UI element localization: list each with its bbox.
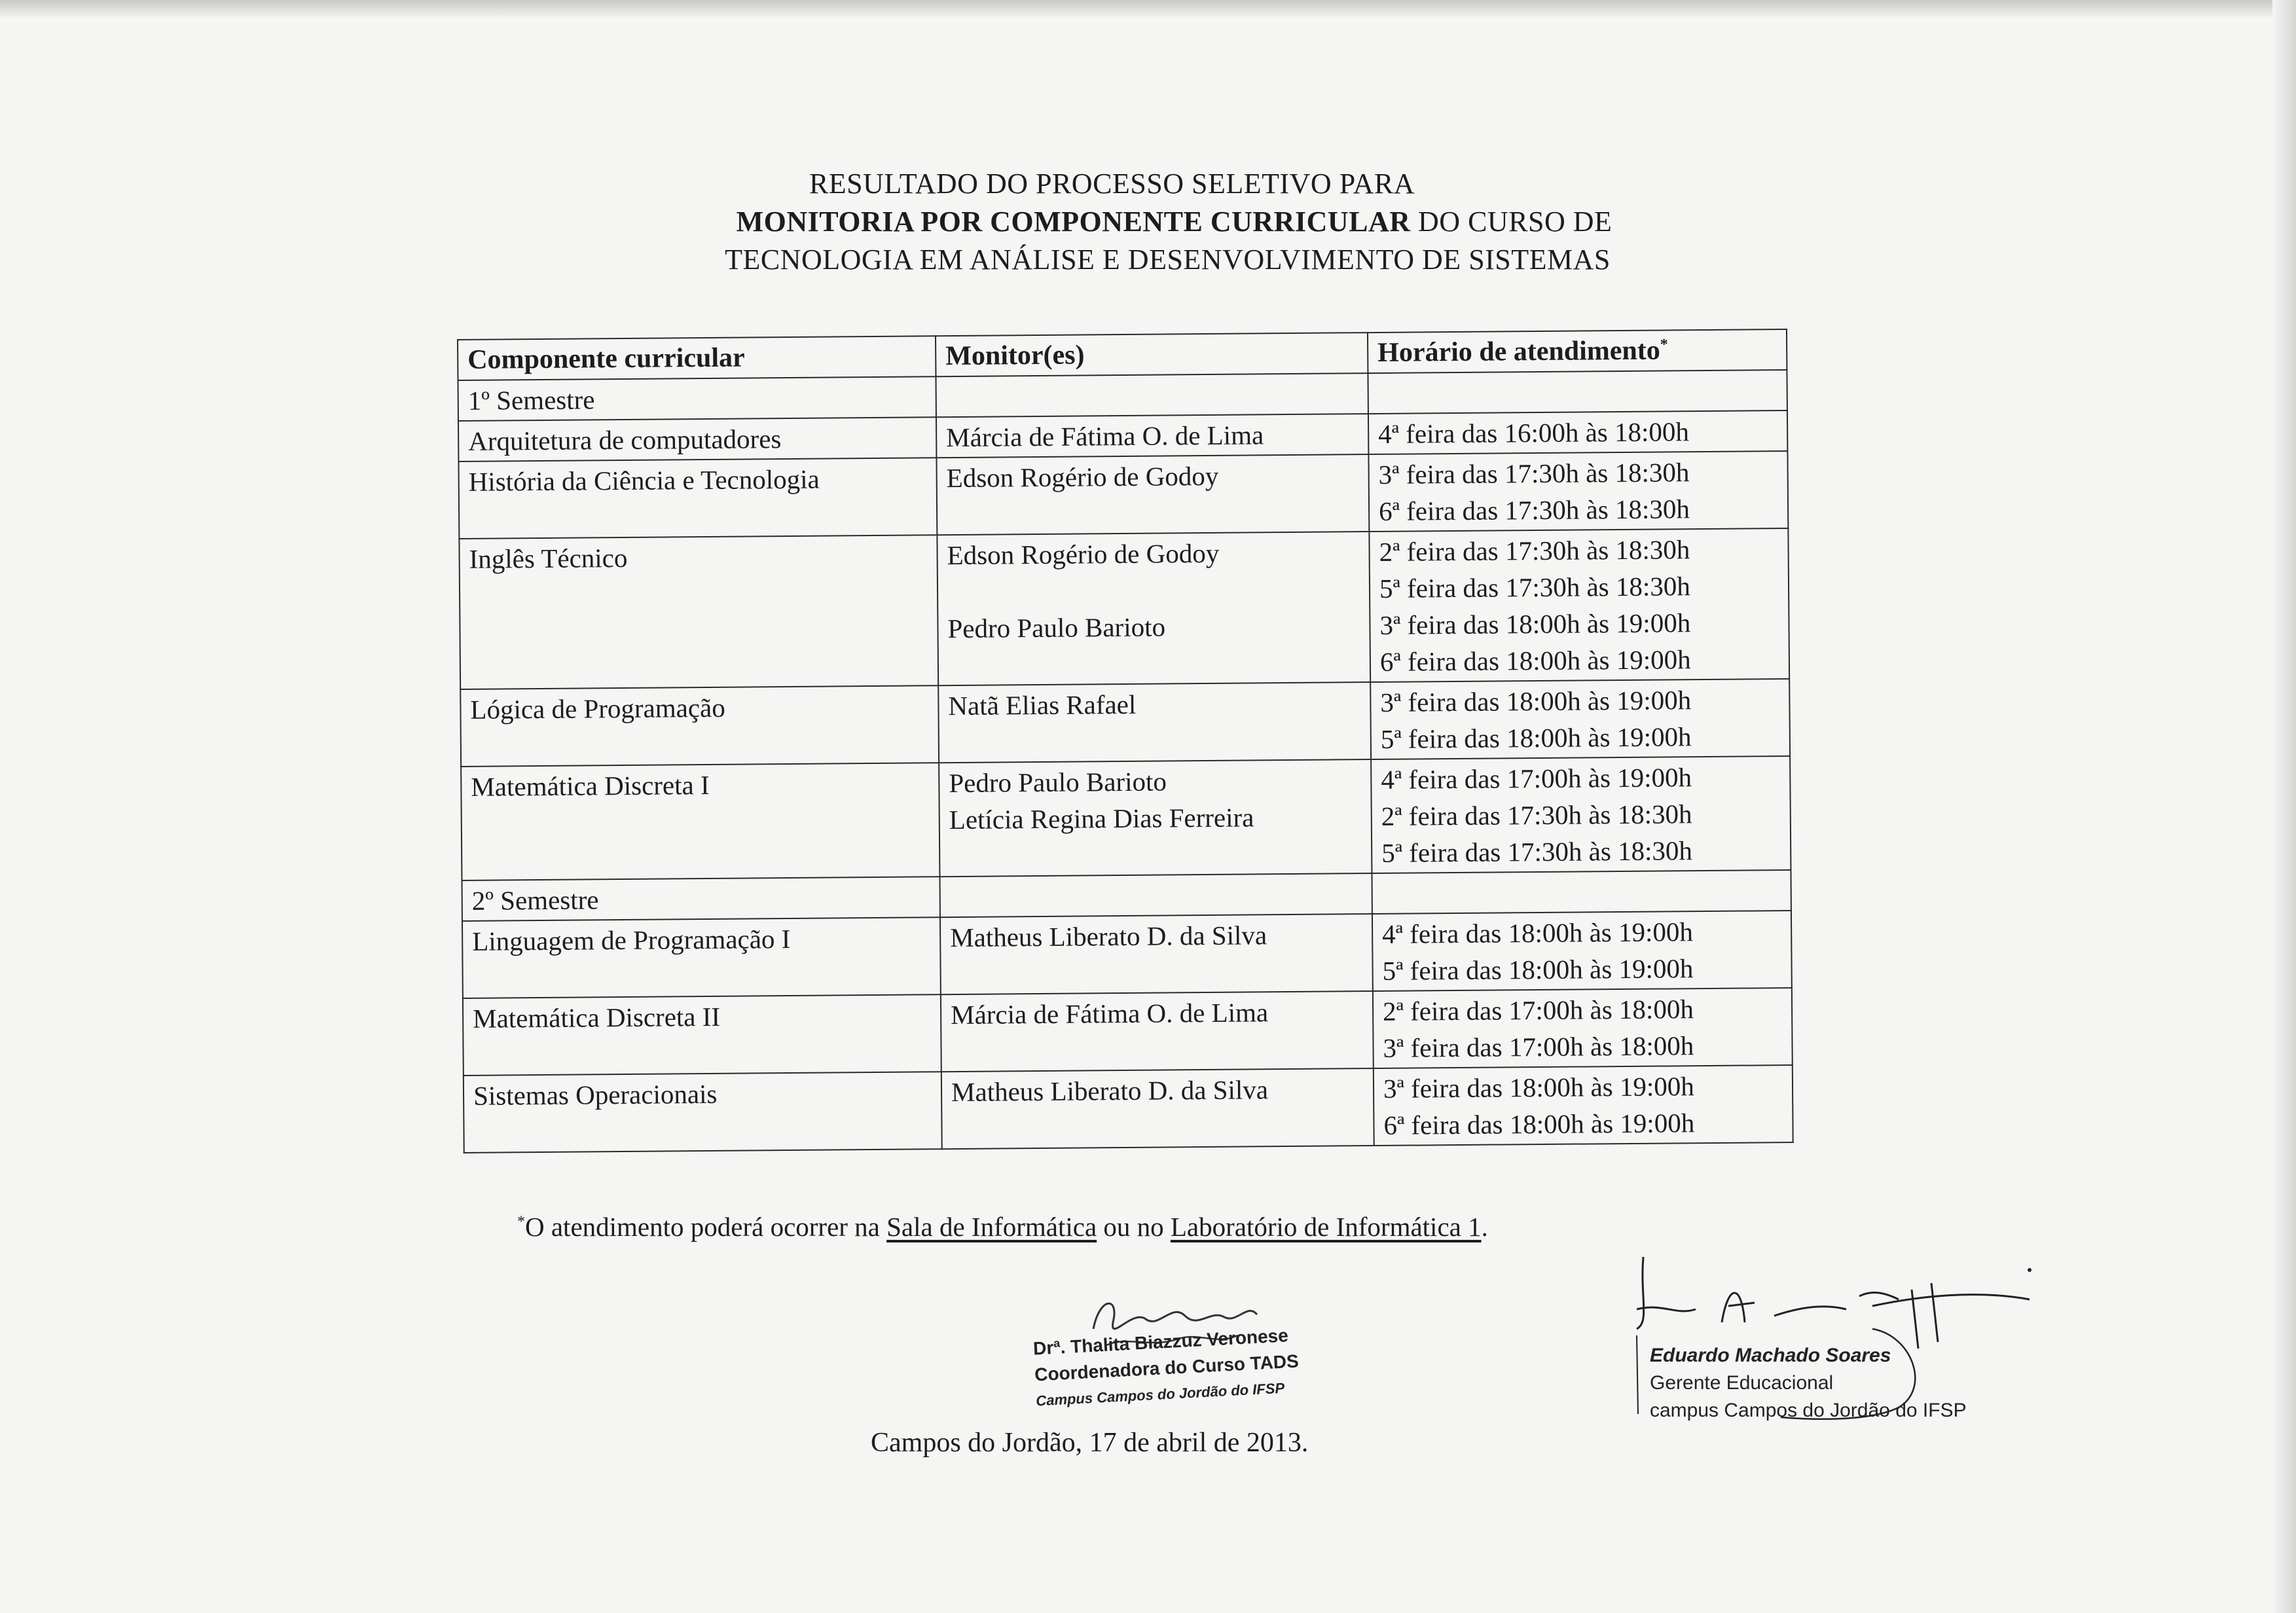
- table-row: [461, 756, 1791, 880]
- schedule-entry: 2ª feira das 17:30h às 18:30h: [1379, 534, 1690, 567]
- schedule-entry: 5ª feira das 18:00h às 19:00h: [1382, 953, 1694, 986]
- monitor-name: Matheus Liberato D. da Silva: [951, 1074, 1269, 1108]
- blank-cell: [939, 873, 1372, 917]
- footnote: [517, 1211, 1488, 1242]
- schedule-cell: [1368, 410, 1787, 454]
- signature-manager-campus: campus Campos do Jordão do IFSP: [1650, 1400, 1967, 1421]
- blank-cell: [936, 373, 1368, 417]
- footnote-text-middle: ou no: [1097, 1212, 1171, 1242]
- schedule-entry: 3ª feira das 18:00h às 19:00h: [1379, 607, 1691, 640]
- table-row: [462, 911, 1792, 998]
- semester-1-body: [458, 410, 1791, 880]
- title-line-2: [52, 203, 2296, 241]
- blank-cell: [1372, 870, 1791, 914]
- monitor-name: Letícia Regina Dias Ferreira: [949, 802, 1254, 835]
- schedule-entry: 5ª feira das 18:00h às 19:00h: [1380, 721, 1692, 754]
- component-cell: Inglês Técnico: [459, 535, 938, 689]
- schedule-entry: 2ª feira das 17:00h às 18:00h: [1382, 994, 1694, 1026]
- monitor-name: Márcia de Fátima O. de Lima: [950, 997, 1269, 1030]
- title-line-2-bold: MONITORIA POR COMPONENTE CURRICULAR: [736, 206, 1411, 238]
- place-date: Campos do Jordão, 17 de abril de 2013.: [871, 1428, 1309, 1458]
- schedule-entry: 5ª feira das 17:30h às 18:30h: [1381, 835, 1693, 868]
- blank-cell: [1368, 370, 1787, 414]
- table-row: [458, 451, 1788, 539]
- signature-manager-name: Eduardo Machado Soares: [1650, 1345, 1891, 1366]
- table-row: [459, 528, 1789, 689]
- schedule-cell: [1369, 528, 1789, 682]
- semester-2-label: 2º Semestre: [462, 877, 939, 921]
- monitor-name: Edson Rogério de Godoy: [946, 460, 1219, 494]
- schedule-cell: [1373, 988, 1793, 1068]
- component-cell: Arquitetura de computadores: [458, 417, 936, 462]
- monitor-name: Matheus Liberato D. da Silva: [950, 920, 1267, 953]
- component-cell: Matemática Discreta II: [463, 994, 941, 1076]
- title-line-1: RESULTADO DO PROCESSO SELETIVO PARA: [809, 168, 1415, 200]
- component-cell: Lógica de Programação: [460, 685, 939, 767]
- component-cell: Matemática Discreta I: [461, 763, 939, 880]
- monitor-cell: [941, 1068, 1374, 1149]
- header-monitors: Monitor(es): [936, 333, 1368, 376]
- title-line-3: TECNOLOGIA EM ANÁLISE E DESENVOLVIMENTO DE SISTEMAS: [725, 244, 1611, 276]
- header-component: Componente curricular: [458, 336, 936, 380]
- schedule-entry: 4ª feira das 17:00h às 19:00h: [1381, 762, 1692, 795]
- signature-coordinator-text: [1032, 1322, 1301, 1415]
- signature-manager: [1624, 1244, 2043, 1453]
- signature-coordinator-role: Coordenadora do Curso TADS: [1034, 1350, 1300, 1385]
- monitor-cell: [937, 532, 1370, 685]
- document-title: [0, 165, 2296, 279]
- table-row: [460, 679, 1790, 767]
- monitor-name: Edson Rogério de Godoy: [947, 537, 1220, 571]
- schedule-entry: 6ª feira das 18:00h às 19:00h: [1379, 644, 1691, 677]
- signature-coordinator-campus: Campus Campos do Jordão do IFSP: [1035, 1379, 1285, 1409]
- schedule-cell: [1368, 451, 1788, 532]
- schedule-entry: 3ª feira das 17:00h às 18:00h: [1383, 1030, 1694, 1063]
- header-schedule-mark: *: [1660, 336, 1668, 353]
- scan-edge-top: [0, 0, 2296, 18]
- footnote-place-2: Laboratório de Informática 1: [1170, 1212, 1482, 1242]
- schedule-cell: [1374, 1065, 1793, 1146]
- schedule-entry: 2ª feira das 17:30h às 18:30h: [1381, 799, 1692, 831]
- schedule-entry: 6ª feira das 18:00h às 19:00h: [1383, 1108, 1695, 1140]
- monitor-name: Pedro Paulo Barioto: [949, 766, 1167, 799]
- footnote-text-before: O atendimento poderá ocorrer na: [525, 1212, 887, 1242]
- schedule-entry: 3ª feira das 18:00h às 19:00h: [1383, 1071, 1694, 1104]
- schedule-entry: 5ª feira das 17:30h às 18:30h: [1379, 571, 1690, 604]
- semester-2-body: [462, 911, 1793, 1153]
- footnote-text-end: .: [1481, 1212, 1488, 1242]
- table-row: [464, 1065, 1793, 1153]
- schedule-cell: [1371, 756, 1791, 873]
- header-schedule-label: Horário de atendimento: [1377, 335, 1660, 368]
- monitor-name: Márcia de Fátima O. de Lima: [946, 420, 1264, 453]
- monitor-table: [457, 329, 1794, 1153]
- signature-manager-text: [1650, 1342, 1967, 1424]
- monitor-cell: [938, 682, 1371, 763]
- monitor-cell: [940, 914, 1373, 994]
- schedule-cell: [1370, 679, 1790, 759]
- component-cell: Linguagem de Programação I: [462, 917, 941, 998]
- component-cell: História da Ciência e Tecnologia: [458, 458, 937, 539]
- component-cell: Sistemas Operacionais: [464, 1072, 942, 1153]
- footnote-mark: *: [517, 1213, 525, 1231]
- title-line-2-rest: DO CURSO DE: [1418, 206, 1613, 238]
- monitor-cell: [941, 991, 1374, 1072]
- schedule-entry: 3ª feira das 18:00h às 19:00h: [1380, 685, 1692, 717]
- schedule-entry: 6ª feira das 17:30h às 18:30h: [1378, 494, 1690, 526]
- signature-coordinator-name: Drª. Thalita Biazzuz Veronese: [1032, 1325, 1289, 1359]
- monitor-name: Natã Elias Rafael: [948, 689, 1137, 721]
- signature-manager-role: Gerente Educacional: [1650, 1372, 1834, 1394]
- monitor-cell: [939, 759, 1372, 877]
- schedule-cell: [1372, 911, 1792, 991]
- monitor-cell: [936, 454, 1369, 535]
- semester-1-label: 1º Semestre: [458, 376, 936, 421]
- table-row: [463, 988, 1793, 1076]
- signature-coordinator: [1021, 1283, 1388, 1427]
- monitor-name: Pedro Paulo Barioto: [947, 611, 1166, 644]
- schedule-entry: 3ª feira das 17:30h às 18:30h: [1378, 457, 1690, 490]
- monitor-cell: [936, 414, 1368, 458]
- header-schedule: [1368, 329, 1787, 373]
- schedule-entry: 4ª feira das 18:00h às 19:00h: [1382, 916, 1694, 949]
- footnote-place-1: Sala de Informática: [886, 1212, 1097, 1242]
- schedule-entry: 4ª feira das 16:00h às 18:00h: [1378, 416, 1690, 449]
